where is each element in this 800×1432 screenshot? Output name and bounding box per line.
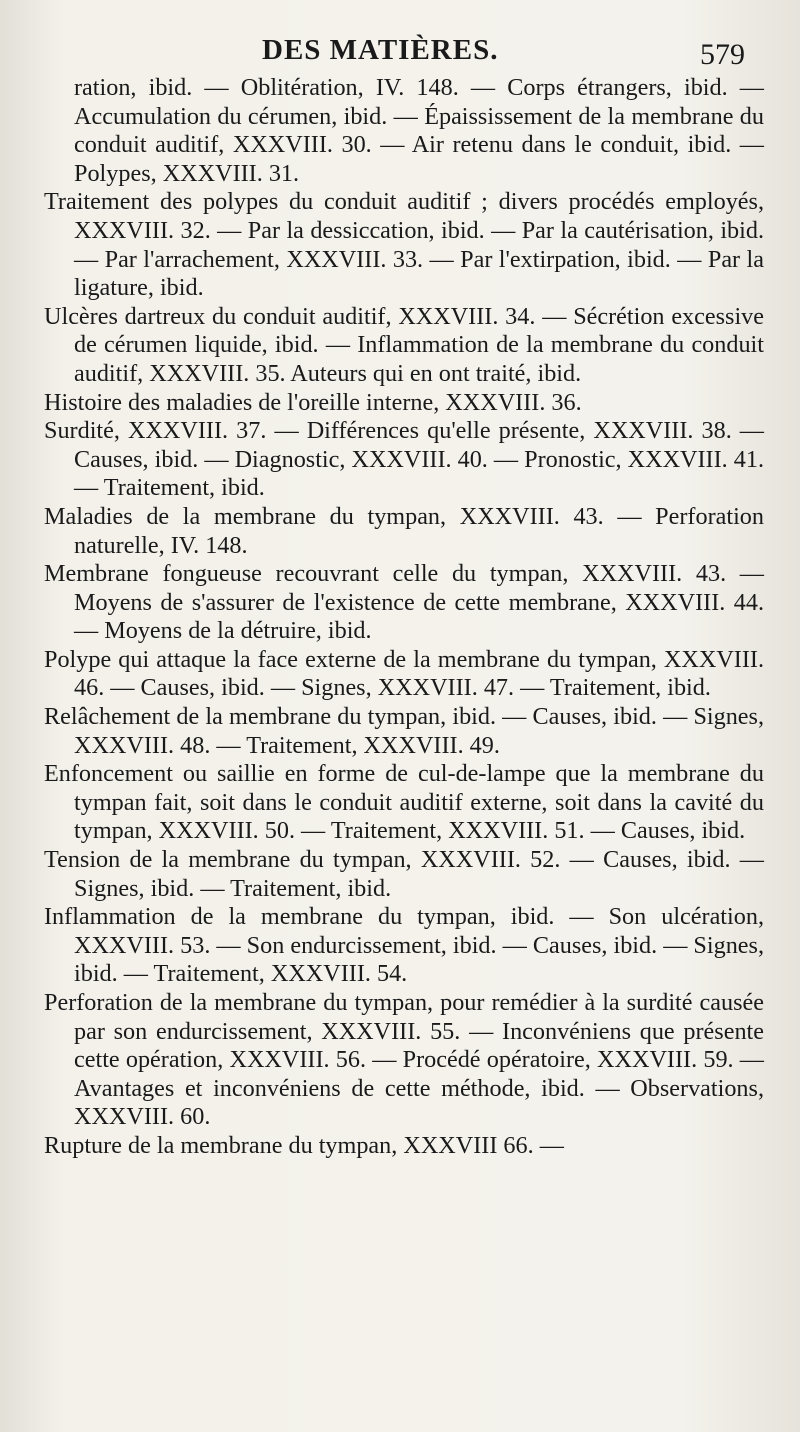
- index-entry: Histoire des maladies de l'oreille interne, XXXVIII. 36.: [44, 388, 582, 416]
- index-entry: Traitement des polypes du conduit auditif ; divers procédés employés, XXXVIII. 32. — Par la dessiccation, ibid. — Par la cautérisation, ibid. — Par l'arrachement, XXXVIII. 33. — Par l'extirpation, ibid. — Par la ligature, ibid.: [44, 188, 764, 302]
- index-entry: Ulcères dartreux du conduit auditif, XXXVIII. 34. — Sécrétion excessive de cérumen liquide, ibid. — Inflammation de la membrane du conduit auditif, XXXVIII. 35. Auteurs qui en ont traité, ibid.: [44, 302, 764, 387]
- index-entries: [44, 74, 764, 1161]
- index-entry: Maladies de la membrane du tympan, XXXVIII. 43. — Perforation naturelle, IV. 148.: [44, 502, 764, 559]
- index-entry: Surdité, XXXVIII. 37. — Différences qu'elle présente, XXXVIII. 38. — Causes, ibid. — Diagnostic, XXXVIII. 40. — Pronostic, XXXVIII. 41. — Traitement, ibid.: [44, 417, 764, 502]
- index-entry: ration, ibid. — Oblitération, IV. 148. — Corps étrangers, ibid. — Accumulation du cérumen, ibid. — Épaississement de la membrane du conduit auditif, XXXVIII. 30. — Air retenu dans le conduit, ibid. — Polypes, XXXVIII. 31.: [74, 74, 764, 187]
- page-header: [0, 34, 800, 74]
- index-entry: Polype qui attaque la face externe de la membrane du tympan, XXXVIII. 46. — Causes, ibid. — Signes, XXXVIII. 47. — Traitement, ibid.: [44, 645, 764, 702]
- index-entry: Tension de la membrane du tympan, XXXVIII. 52. — Causes, ibid. — Signes, ibid. — Traitement, ibid.: [44, 846, 764, 902]
- page-number: 579: [700, 38, 745, 71]
- index-entry: Perforation de la membrane du tympan, pour remédier à la surdité causée par son endurcissement, XXXVIII. 55. — Inconvéniens que présente cette opération, XXXVIII. 56. — Procédé opératoire, XXXVIII. 59. — Avantages et inconvéniens de cette méthode, ibid. — Observations, XXXVIII. 60.: [44, 989, 764, 1131]
- running-title: DES MATIÈRES.: [262, 34, 499, 66]
- index-entry: Membrane fongueuse recouvrant celle du tympan, XXXVIII. 43. — Moyens de s'assurer de l'existence de cette membrane, XXXVIII. 44. — Moyens de la détruire, ibid.: [44, 560, 764, 645]
- index-entry: Relâchement de la membrane du tympan, ibid. — Causes, ibid. — Signes, XXXVIII. 48. — Traitement, XXXVIII. 49.: [44, 703, 764, 759]
- index-entry: Inflammation de la membrane du tympan, ibid. — Son ulcération, XXXVIII. 53. — Son endurcissement, ibid. — Causes, ibid. — Signes, ibid. — Traitement, XXXVIII. 54.: [44, 903, 764, 988]
- index-entry: Enfoncement ou saillie en forme de cul-de-lampe que la membrane du tympan fait, soit dans le conduit auditif externe, soit dans la cavité du tympan, XXXVIII. 50. — Traitement, XXXVIII. 51. — Causes, ibid.: [44, 760, 764, 845]
- index-entry: Rupture de la membrane du tympan, XXXVIII 66. —: [44, 1131, 564, 1159]
